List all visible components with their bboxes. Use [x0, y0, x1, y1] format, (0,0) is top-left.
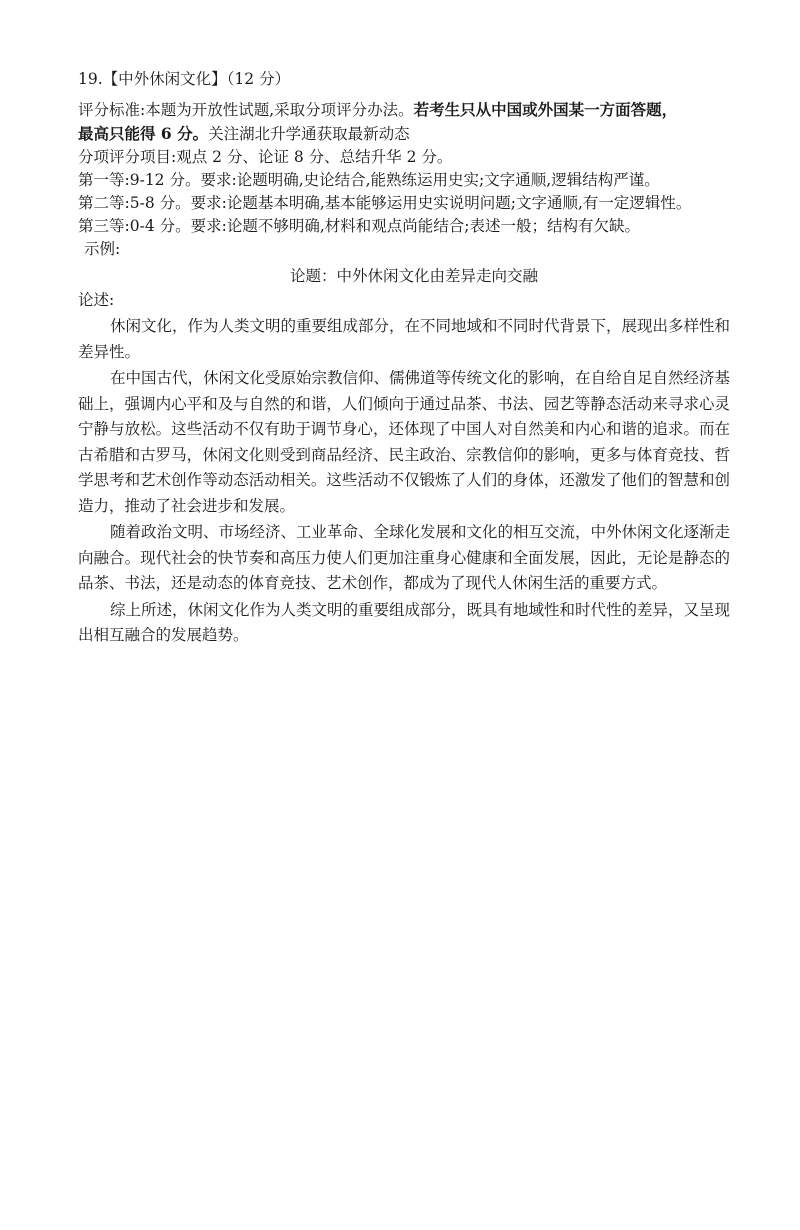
criteria-line-1	[78, 98, 730, 122]
question-heading	[78, 68, 730, 91]
grade-second: 第二等:5-8 分。要求:论题基本明确,基本能够运用史实说明问题;文字通顺,有一定逻辑性。	[78, 194, 692, 212]
essay-paragraph-2: 在中国古代，休闲文化受原始宗教信仰、儒佛道等传统文化的影响，在自给自足自然经济基础上，强调内心平和及与自然的和谐，人们倾向于通过品茶、书法、园艺等静态活动来寻求心灵宁静与放松。这些活动不仅有助于调节身心，还体现了中国人对自然美和内心和谐的追求。而在古希腊和古罗马，休闲文化则受到商品经济、民主政治、宗教信仰的影响，更多与体育竞技、哲学思考和艺术创作等动态活动相关。这些活动不仅锻炼了人们的身体，还激发了他们的智慧和创造力，推动了社会进步和发展。	[78, 369, 731, 515]
sample-topic: 论题：中外休闲文化由差异走向交融	[289, 267, 538, 285]
sample-essay	[78, 314, 730, 649]
question-number: 19.	[78, 70, 103, 88]
essay-paragraph-3: 随着政治文明、市场经济、工业革命、全球化发展和文化的相互交流，中外休闲文化逐渐走向融合。现代社会的快节奏和高压力使人们更加注重身心健康和全面发展，因此，无论是静态的品茶、书法，还是动态的体育竞技、艺术创作，都成为了现代人休闲生活的重要方式。	[78, 523, 731, 592]
question-score: （12 分）	[226, 70, 291, 88]
criteria-items: 分项评分项目:观点 2 分、论证 8 分、总结升华 2 分。	[78, 148, 453, 166]
essay-paragraph-4: 综上所述，休闲文化作为人类文明的重要组成部分，既具有地域性和时代性的差异，又呈现出相互融合的发展趋势。	[78, 600, 731, 644]
question-title: 【中外休闲文化】	[102, 70, 227, 88]
essay-paragraph-1: 休闲文化，作为人类文明的重要组成部分，在不同地域和不同时代背景下，展现出多样性和差异性。	[78, 317, 731, 361]
sample-label: 示例:	[84, 240, 121, 258]
criteria-watermark-note: 关注湖北升学通获取最新动态	[208, 125, 410, 143]
criteria-intro: 评分标准:本题为开放性试题,采取分项评分办法。	[78, 101, 414, 119]
discussion-label: 论述:	[78, 291, 115, 309]
criteria-line-2	[78, 122, 730, 146]
criteria-warning-part2: 最高只能得 6 分。	[78, 124, 209, 143]
grade-third: 第三等:0-4 分。要求:论题不够明确,材料和观点尚能结合;表述一般；结构有欠缺。	[78, 217, 640, 235]
grade-first: 第一等:9-12 分。要求:论题明确,史论结合,能熟练运用史实;文字通顺,逻辑结构严谨。	[78, 171, 660, 189]
criteria-warning-part1: 若考生只从中国或外国某一方面答题，	[413, 100, 678, 119]
